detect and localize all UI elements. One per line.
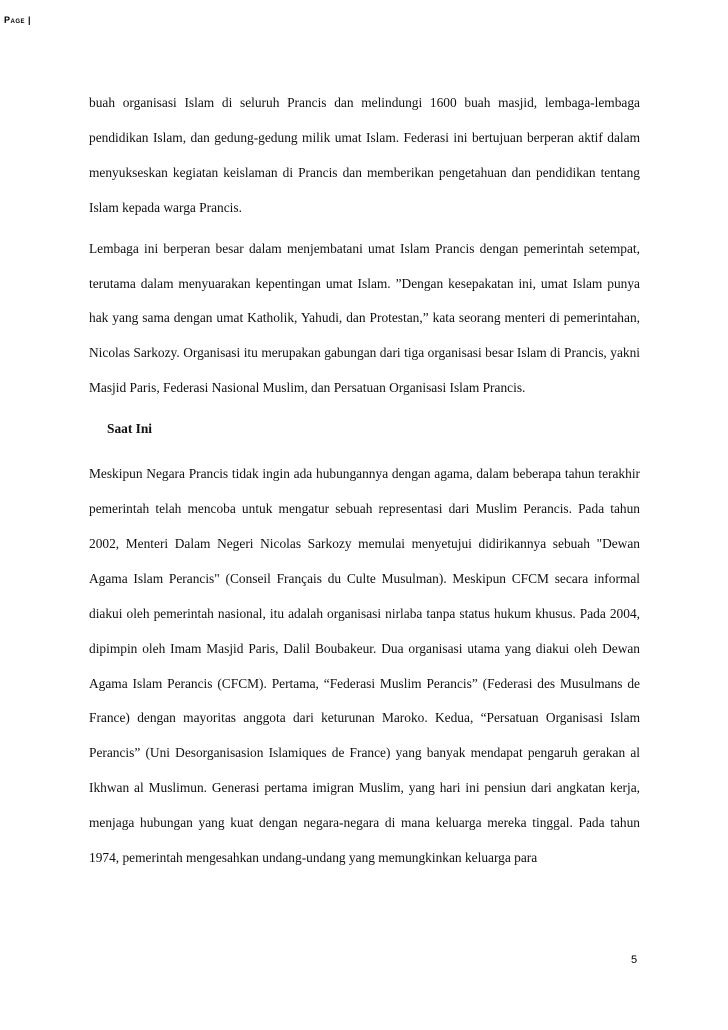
page-number: 5 [631, 954, 638, 966]
paragraph-current-situation: Meskipun Negara Prancis tidak ingin ada hubungannya dengan agama, dalam beberapa tahun terakhir pemerintah telah mencoba untuk mengatur sebuah representasi dari Muslim Perancis. Pada tahun 2002, Menteri Dalam Negeri Nicolas Sarkozy memulai menyetujui didirikannya sebuah "Dewan Agama Islam Perancis" (Conseil Français du Culte Musulman). Meskipun CFCM secara informal diakui oleh pemerintah nasional, itu adalah organisasi nirlaba tanpa status hukum khusus. Pada 2004, dipimpin oleh Imam Masjid Paris, Dalil Boubakeur. Dua organisasi utama yang diakui oleh Dewan Agama Islam Perancis (CFCM). Pertama, “Federasi Muslim Perancis” (Federasi des Musulmans de France) dengan mayoritas anggota dari keturunan Maroko. Kedua, “Persatuan Organisasi Islam Perancis” (Uni Desorganisasion Islamiques de France) yang banyak mendapat pengaruh gerakan al Ikhwan al Muslimun. Generasi pertama imigran Muslim, yang hari ini pensiun dari angkatan kerja, menjaga hubungan yang kuat dengan negara-negara di mana keluarga mereka tinggal. Pada tahun 1974, pemerintah mengesahkan undang-undang yang memungkinkan keluarga para [89, 466, 640, 866]
paragraph-institution-role: Lembaga ini berperan besar dalam menjembatani umat Islam Prancis dengan pemerintah setempat, terutama dalam menyuarakan kepentingan umat Islam. ”Dengan kesepakatan ini, umat Islam punya hak yang sama dengan umat Katholik, Yahudi, dan Protestan,” kata seorang menteri di pemerintahan, Nicolas Sarkozy. Organisasi itu merupakan gabungan dari tiga organisasi besar Islam di Prancis, yakni Masjid Paris, Federasi Nasional Muslim, dan Persatuan Organisasi Islam Prancis. [89, 240, 640, 396]
page-header-label: Page | [4, 15, 32, 25]
document-body [89, 86, 640, 876]
paragraph-federation: buah organisasi Islam di seluruh Prancis dan melindungi 1600 buah masjid, lembaga-lembaga pendidikan Islam, dan gedung-gedung milik umat Islam. Federasi ini bertujuan berperan aktif dalam menyukseskan kegiatan keislaman di Prancis dan memberikan pengetahuan dan pendidikan tentang Islam kepada warga Prancis. [89, 95, 640, 215]
section-heading: Saat Ini [107, 421, 153, 437]
